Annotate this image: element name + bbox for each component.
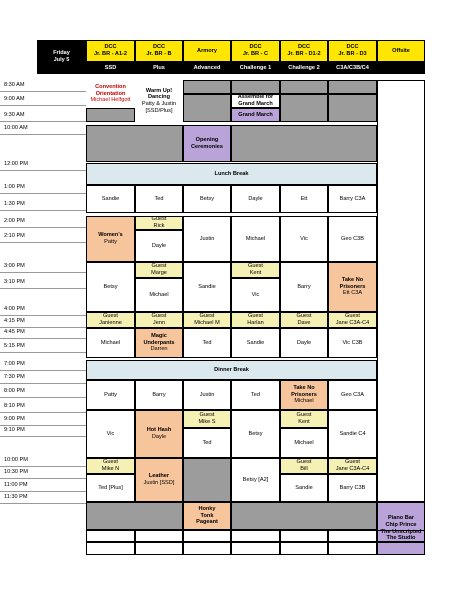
room-header-4-text: DCC xyxy=(297,44,311,51)
betsy-800 xyxy=(231,410,280,458)
room-header-1-text: Jr. BR - B xyxy=(146,51,172,57)
guest-marge-text: Marge xyxy=(151,270,167,276)
empty-1130-7 xyxy=(377,542,425,555)
vic-200 xyxy=(280,216,328,262)
assemble-grand-march-text: Grand March xyxy=(238,101,273,107)
room-level-6 xyxy=(377,62,425,74)
room-level-3-text: Challenge 1 xyxy=(239,64,272,71)
gray-930-c1 xyxy=(86,108,135,122)
barry-c3b-text: Barry C3B xyxy=(339,484,366,491)
session-100-1 xyxy=(135,185,183,213)
assemble-grand-march xyxy=(231,94,280,108)
guest-400-4-text: Guest xyxy=(296,313,312,320)
time-label: 9:00 PM xyxy=(0,414,86,426)
room-level-3 xyxy=(231,62,280,74)
grand-march-text: Grand March xyxy=(238,111,273,118)
room-header-4-text: Jr. BR - D1-2 xyxy=(287,51,321,57)
vic-c3b xyxy=(328,328,377,358)
time-label: 5:15 PM xyxy=(0,341,86,353)
michael-200-text: Michael xyxy=(245,235,266,242)
time-label: 8:00 PM xyxy=(0,386,86,398)
take-no-prisoners-text: Prisoners xyxy=(339,283,366,290)
room-level-2-text: Advanced xyxy=(193,64,221,71)
session-100-2-text: Betsy xyxy=(200,195,214,202)
room-header-1-text: DCC xyxy=(152,44,166,51)
michael-310-text: Michael xyxy=(149,291,169,298)
empty-1130-5 xyxy=(280,542,328,555)
magic-underpants-text: Underpants xyxy=(143,339,175,346)
room-header-3 xyxy=(231,40,280,62)
ted-810-text: Ted xyxy=(202,439,212,446)
betsy-a2 xyxy=(231,458,280,502)
guest-400-2-text: Michael M xyxy=(194,320,220,326)
guest-400-0-text: Janienne xyxy=(99,320,122,326)
offsite-body xyxy=(377,80,425,502)
barry-700 xyxy=(135,380,183,410)
leather-text: Justin [SSD] xyxy=(143,480,175,486)
time-label: 1:00 PM xyxy=(0,182,86,194)
grand-march xyxy=(231,108,280,122)
guest-kent xyxy=(231,262,280,278)
justin-700 xyxy=(183,380,231,410)
guest-jane-2-text: Jane C3A-C4 xyxy=(335,466,370,472)
room-header-0-text: Jr. BR - A1-2 xyxy=(93,51,128,57)
dayle-200 xyxy=(135,230,183,262)
time-label: 7:30 PM xyxy=(0,372,86,384)
gray-830-c3 xyxy=(183,80,231,94)
guest-kent-2 xyxy=(280,410,328,428)
guest-marge xyxy=(135,262,183,278)
gray-830-c4 xyxy=(231,80,280,94)
time-label: 2:10 PM xyxy=(0,231,86,243)
guest-miken-text: Mike N xyxy=(101,466,120,472)
room-header-5 xyxy=(328,40,377,62)
michael-810 xyxy=(280,428,328,458)
time-label: 2:00 PM xyxy=(0,216,86,228)
time-label: 4:00 PM xyxy=(0,304,86,316)
take-no-prisoners xyxy=(328,262,377,312)
gray-900-c6 xyxy=(328,94,377,122)
empty-1100-1 xyxy=(86,530,135,542)
sandie-415-text: Sandie xyxy=(246,339,265,346)
empty-1100-7 xyxy=(377,530,425,542)
warm-up-dancing-text: Dancing xyxy=(147,94,171,101)
session-100-0 xyxy=(86,185,135,213)
hot-hash-text: Hot Hash xyxy=(146,427,172,434)
gray-1000-a xyxy=(86,125,183,162)
guest-400-0 xyxy=(86,312,135,328)
ted-810 xyxy=(183,428,231,458)
ted-415-text: Ted xyxy=(202,339,212,346)
womens-patty xyxy=(86,216,135,262)
empty-1100-3 xyxy=(183,530,231,542)
opening-ceremonies-text: Opening xyxy=(195,136,219,143)
time-label: 9:00 AM xyxy=(0,94,86,106)
honky-tonk-pageant-text: Tonk xyxy=(200,512,214,519)
betsy-a2-text: Betsy [A2] xyxy=(242,476,269,483)
session-100-4 xyxy=(280,185,328,213)
guest-400-1-text: Guest xyxy=(151,313,167,320)
session-100-5 xyxy=(328,185,377,213)
gray-1000-b xyxy=(231,125,377,162)
guest-400-1 xyxy=(135,312,183,328)
guest-rick-text: Guest xyxy=(151,216,167,223)
guest-kent-text: Kent xyxy=(249,270,262,276)
dinner-break xyxy=(86,360,377,380)
time-label: 7:00 PM xyxy=(0,359,86,371)
dayle-415 xyxy=(280,328,328,358)
opening-ceremonies xyxy=(183,125,231,162)
guest-400-4 xyxy=(280,312,328,328)
session-100-3 xyxy=(231,185,280,213)
header-day-text: July 5 xyxy=(53,57,70,63)
guest-400-3 xyxy=(231,312,280,328)
room-header-6 xyxy=(377,40,425,62)
room-header-4 xyxy=(280,40,328,62)
room-header-2-text: Armory xyxy=(197,47,217,54)
piano-bar-text: The Unscripted xyxy=(380,528,422,535)
empty-1100-6 xyxy=(328,530,377,542)
geo-c3b xyxy=(328,216,377,262)
warm-up-dancing xyxy=(135,80,183,122)
empty-1130-2 xyxy=(135,542,183,555)
michael-415 xyxy=(86,328,135,358)
justin-200 xyxy=(183,216,231,262)
michael-310 xyxy=(135,278,183,312)
guest-marge-text: Guest xyxy=(151,263,167,270)
womens-patty-text: Patty xyxy=(104,239,117,245)
take-no-prisoners-2 xyxy=(280,380,328,410)
lunch-break-text: Lunch Break xyxy=(214,170,249,177)
guest-bill-text: Bill xyxy=(300,466,308,472)
ted-700 xyxy=(231,380,280,410)
betsy-800-text: Betsy xyxy=(248,430,263,437)
room-header-0-text: DCC xyxy=(104,44,117,51)
michael-810-text: Michael xyxy=(294,439,314,446)
honky-tonk-pageant-text: Pageant xyxy=(196,519,218,526)
michael-415-text: Michael xyxy=(100,339,121,346)
room-header-6-text: Offsite xyxy=(392,47,410,54)
time-label: 9:10 PM xyxy=(0,425,86,437)
sandie-c4 xyxy=(328,410,377,458)
vic-310-text: Vic xyxy=(251,291,260,298)
sandie-c4-text: Sandie C4 xyxy=(339,430,366,437)
take-no-prisoners-text: Ett C3A xyxy=(342,290,363,297)
guest-mikes xyxy=(183,410,231,428)
guest-jane-2-text: Guest xyxy=(345,459,360,466)
time-label: 11:00 PM xyxy=(0,480,86,492)
vic-310 xyxy=(231,278,280,312)
time-label: 10:30 PM xyxy=(0,467,86,479)
room-level-5 xyxy=(328,62,377,74)
ted-700-text: Ted xyxy=(250,391,261,398)
gray-1000pm-b xyxy=(231,502,377,530)
guest-kent-text: Guest xyxy=(248,263,263,270)
time-label: 4:45 PM xyxy=(0,327,86,339)
michael-200 xyxy=(231,216,280,262)
session-100-0-text: Sandie xyxy=(101,195,120,202)
time-label: 10:00 AM xyxy=(0,123,86,135)
opening-ceremonies-text: Ceremonies xyxy=(190,143,224,150)
assemble-grand-march-text: Assemble for xyxy=(237,94,274,101)
sandie-910-text: Sandie xyxy=(295,484,313,491)
hot-hash-text: Dayle xyxy=(151,434,167,440)
magic-underpants xyxy=(135,328,183,358)
room-level-0-text: SSD xyxy=(104,64,117,71)
gray-900pm-c3 xyxy=(183,458,231,502)
warm-up-dancing-text: Patty & Justin xyxy=(141,101,177,107)
header-day xyxy=(37,40,86,74)
time-label: 8:10 PM xyxy=(0,401,86,413)
guest-jane-2 xyxy=(328,458,377,474)
geo-c3a-text: Geo C3A xyxy=(340,391,364,398)
guest-miken xyxy=(86,458,135,474)
leather xyxy=(135,458,183,502)
guest-kent-2-text: Kent xyxy=(298,419,310,425)
take-no-prisoners-2-text: Take No xyxy=(293,384,315,391)
room-level-4-text: Challenge 2 xyxy=(288,64,320,71)
womens-patty-text: Women's xyxy=(98,232,123,239)
guest-400-0-text: Guest xyxy=(103,313,118,320)
room-header-3-text: DCC xyxy=(249,44,262,51)
guest-rick-text: Rick xyxy=(153,223,165,229)
guest-400-5-text: Guest xyxy=(345,313,360,320)
empty-1100-5 xyxy=(280,530,328,542)
guest-bill-text: Guest xyxy=(296,459,312,466)
guest-400-2-text: Guest xyxy=(199,313,215,320)
ted-plus-text: Ted [Plus] xyxy=(98,484,123,491)
room-header-5-text: Jr. BR - D3 xyxy=(338,51,367,57)
honky-tonk-pageant xyxy=(183,502,231,530)
empty-1100-2 xyxy=(135,530,183,542)
time-label: 4:15 PM xyxy=(0,316,86,328)
piano-bar-text: Chip Prince xyxy=(385,521,417,528)
convention-orientation-text: Orientation xyxy=(95,90,126,97)
dinner-break-text: Dinner Break xyxy=(214,366,249,373)
guest-400-2 xyxy=(183,312,231,328)
vic-800 xyxy=(86,410,135,458)
honky-tonk-pageant-text: Honky xyxy=(198,505,216,512)
guest-400-5 xyxy=(328,312,377,328)
ted-415 xyxy=(183,328,231,358)
patty-700-text: Patty xyxy=(104,391,117,398)
session-100-2 xyxy=(183,185,231,213)
room-header-1 xyxy=(135,40,183,62)
empty-1130-3 xyxy=(183,542,231,555)
barry-300-text: Barry xyxy=(297,283,311,290)
warm-up-dancing-text: [SSD/Plus] xyxy=(145,107,173,114)
room-header-3-text: Jr. BR - C xyxy=(242,51,269,57)
barry-c3b xyxy=(328,474,377,502)
header-day-text: Friday xyxy=(53,50,70,57)
magic-underpants-text: Magic xyxy=(151,332,167,339)
betsy-300 xyxy=(86,262,135,312)
room-level-5-text: C3A/C3B/C4 xyxy=(336,64,369,71)
guest-miken-text: Guest xyxy=(103,459,118,466)
guest-rick xyxy=(135,216,183,230)
gray-830-c6 xyxy=(328,80,377,94)
empty-1100-4 xyxy=(231,530,280,542)
time-label: 9:30 AM xyxy=(0,110,86,122)
guest-mikes-text: Guest xyxy=(199,412,215,419)
time-label: 8:30 AM xyxy=(0,80,86,92)
guest-kent-2-text: Guest xyxy=(296,412,312,419)
time-label: 10:00 PM xyxy=(0,455,86,467)
room-level-1 xyxy=(135,62,183,74)
gray-900-c3 xyxy=(183,94,231,122)
convention-orientation-text: Convention xyxy=(95,83,126,90)
time-label: 3:10 PM xyxy=(0,277,86,289)
guest-400-4-text: Dave xyxy=(297,320,311,326)
session-100-4-text: Ett xyxy=(300,195,308,202)
sandie-910 xyxy=(280,474,328,502)
piano-bar-text: The Studio xyxy=(386,535,416,542)
justin-700-text: Justin xyxy=(199,391,215,398)
room-level-4 xyxy=(280,62,328,74)
leather-text: Leather xyxy=(148,473,170,480)
sandie-300-text: Sandie xyxy=(198,283,216,290)
time-label: 3:00 PM xyxy=(0,261,86,273)
gray-900-c5 xyxy=(280,94,328,122)
lunch-break xyxy=(86,163,377,185)
vic-c3b-text: Vic C3B xyxy=(342,339,363,346)
vic-200-text: Vic xyxy=(300,235,308,242)
convention-orientation xyxy=(86,80,135,108)
piano-bar-text: Piano Bar xyxy=(387,515,415,522)
guest-400-3-text: Guest xyxy=(248,313,263,320)
ted-plus xyxy=(86,474,135,502)
sandie-300 xyxy=(183,262,231,312)
dayle-415-text: Dayle xyxy=(296,339,312,346)
geo-c3a xyxy=(328,380,377,410)
hot-hash xyxy=(135,410,183,458)
sandie-415 xyxy=(231,328,280,358)
time-label: 1:30 PM xyxy=(0,199,86,211)
vic-800-text: Vic xyxy=(106,430,115,437)
magic-underpants-text: Darren xyxy=(150,346,168,353)
session-100-1-text: Ted xyxy=(154,195,164,202)
convention-orientation-text: Michael Helfgott xyxy=(90,97,131,104)
betsy-300-text: Betsy xyxy=(103,283,118,290)
patty-700 xyxy=(86,380,135,410)
dayle-200-text: Dayle xyxy=(151,242,167,249)
room-header-5-text: DCC xyxy=(346,44,359,51)
session-100-5-text: Barry C3A xyxy=(339,195,366,202)
barry-700-text: Barry xyxy=(152,391,166,398)
guest-400-3-text: Harlan xyxy=(247,320,264,326)
empty-1130-1 xyxy=(86,542,135,555)
guest-mikes-text: Mike S xyxy=(198,419,216,425)
guest-bill xyxy=(280,458,328,474)
session-100-3-text: Dayle xyxy=(248,195,263,202)
warm-up-dancing-text: Warm Up! xyxy=(145,87,173,94)
guest-400-5-text: Jane C3A-C4 xyxy=(335,320,370,326)
take-no-prisoners-text: Take No xyxy=(341,276,364,283)
justin-200-text: Justin xyxy=(199,235,215,242)
take-no-prisoners-2-text: Prisoners xyxy=(291,391,317,398)
gray-830-c5 xyxy=(280,80,328,94)
time-label: 12:00 PM xyxy=(0,159,86,171)
empty-1130-4 xyxy=(231,542,280,555)
take-no-prisoners-2-text: Michael xyxy=(294,398,314,405)
gray-1000pm-a xyxy=(86,502,183,530)
room-header-2 xyxy=(183,40,231,62)
geo-c3b-text: Geo C3B xyxy=(340,235,364,242)
room-header-0 xyxy=(86,40,135,62)
guest-400-1-text: Jenn xyxy=(152,320,166,326)
barry-300 xyxy=(280,262,328,312)
room-level-2 xyxy=(183,62,231,74)
room-level-0 xyxy=(86,62,135,74)
empty-1130-6 xyxy=(328,542,377,555)
time-label: 11:30 PM xyxy=(0,492,86,504)
room-level-1-text: Plus xyxy=(153,64,165,71)
